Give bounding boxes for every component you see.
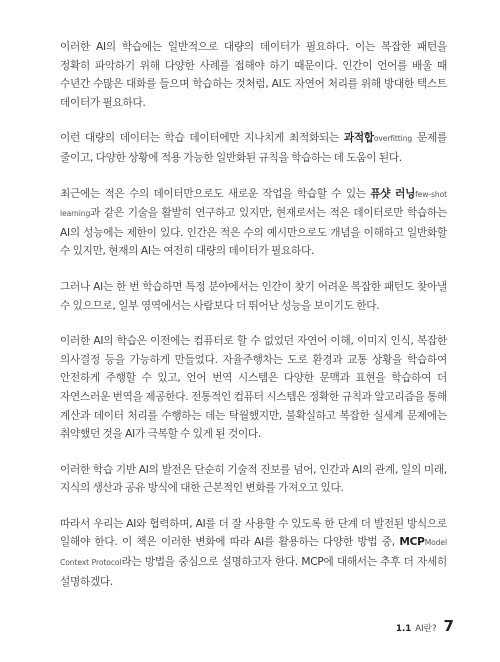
paragraph-6 — [60, 461, 447, 498]
paragraph-text: 라는 방법을 중심으로 설명하고자 한다. MCP에 대해서는 추후 더 자세히 설명하겠다. — [60, 556, 448, 588]
page-footer — [396, 617, 454, 635]
key-term: 과적합 — [343, 132, 374, 145]
page-number: 7 — [443, 617, 454, 635]
paragraph-text: 그러나 AI는 한 번 학습하면 특정 분야에서는 인간이 찾기 어려운 복잡한 패턴도 찾아낼 수 있으므로, 일부 영역에서는 사람보다 더 뛰어난 성능을 보이기도 한다. — [60, 280, 447, 312]
paragraph-text: 이러한 AI의 학습에는 일반적으로 대량의 데이터가 필요하다. 이는 복잡한 패턴을 정확히 파악하기 위해 다양한 사례를 접해야 하기 때문이다. 인간이 언어를 배울 때 수년간 수많은 대화를 들으며 학습하는 것처럼, AI도 자연어 처리를 위해 방대한 텍스트 데이터가 필요하다. — [60, 41, 447, 109]
paragraph-text: 이런 대량의 데이터는 학습 데이터에만 지나치게 최적화되는 — [60, 132, 344, 145]
paragraph-text: 문제를 줄이고, 다양한 상황에 적용 가능한 일반화된 규칙을 학습하는 데 도움이 된다. — [60, 132, 447, 164]
key-term: 퓨샷 러닝 — [370, 187, 416, 200]
body-text — [60, 38, 447, 608]
paragraph-4 — [60, 278, 447, 315]
paragraph-7 — [60, 515, 447, 591]
paragraph-text: 따라서 우리는 AI와 협력하며, AI를 더 잘 사용할 수 있도록 한 단계 더 발전된 방식으로 일해야 한다. 이 책은 이러한 변화에 따라 AI를 활용하는 다양한 방법 중, — [60, 517, 447, 549]
paragraph-1 — [60, 38, 447, 112]
paragraph-3 — [60, 185, 447, 261]
section-title: AI란? — [415, 624, 437, 634]
term-gloss: Model Context Protocol — [60, 538, 447, 568]
paragraph-5 — [60, 332, 447, 444]
paragraph-text: 이러한 AI의 학습은 이전에는 컴퓨터로 할 수 없었던 자연어 이해, 이미지 인식, 복잡한 의사결정 등을 가능하게 만들었다. 자율주행차는 도로 환경과 교통 상황을 학습하여 안전하게 주행할 수 있고, 언어 번역 시스템은 다양한 문맥과 표현을 학습하여 더 자연스러운 번역을 제공한다. 전통적인 컴퓨터 시스템은 정확한 규칙과 알고리즘을 통해 계산과 데이터 처리를 수행하는 데는 탁월했지만, 불확실하고 복잡한 실세계 문제에는 취약했던 것을 AI가 극복할 수 있게 된 것이다. — [60, 335, 447, 441]
section-number: 1.1 — [396, 624, 412, 634]
paragraph-text: 이러한 학습 기반 AI의 발전은 단순히 기술적 진보를 넘어, 인간과 AI의 관계, 일의 미래, 지식의 생산과 공유 방식에 대한 근본적인 변화를 가져오고 있다. — [60, 463, 447, 495]
key-term: MCP — [399, 536, 425, 549]
paragraph-text: 과 같은 기술을 활발히 연구하고 있지만, 현재로서는 적은 데이터로만 학습하는 AI의 성능에는 제한이 있다. 인간은 적은 수의 예시만으로도 개념을 이해하고 일반화할 수 있지만, 현재의 AI는 여전히 대량의 데이터가 필요하다. — [60, 207, 447, 258]
term-gloss: overfitting — [373, 134, 413, 144]
paragraph-text: 최근에는 적은 수의 데이터만으로도 새로운 작업을 학습할 수 있는 — [60, 187, 371, 200]
paragraph-2 — [60, 129, 447, 167]
term-gloss: few-shot learning — [60, 189, 447, 219]
